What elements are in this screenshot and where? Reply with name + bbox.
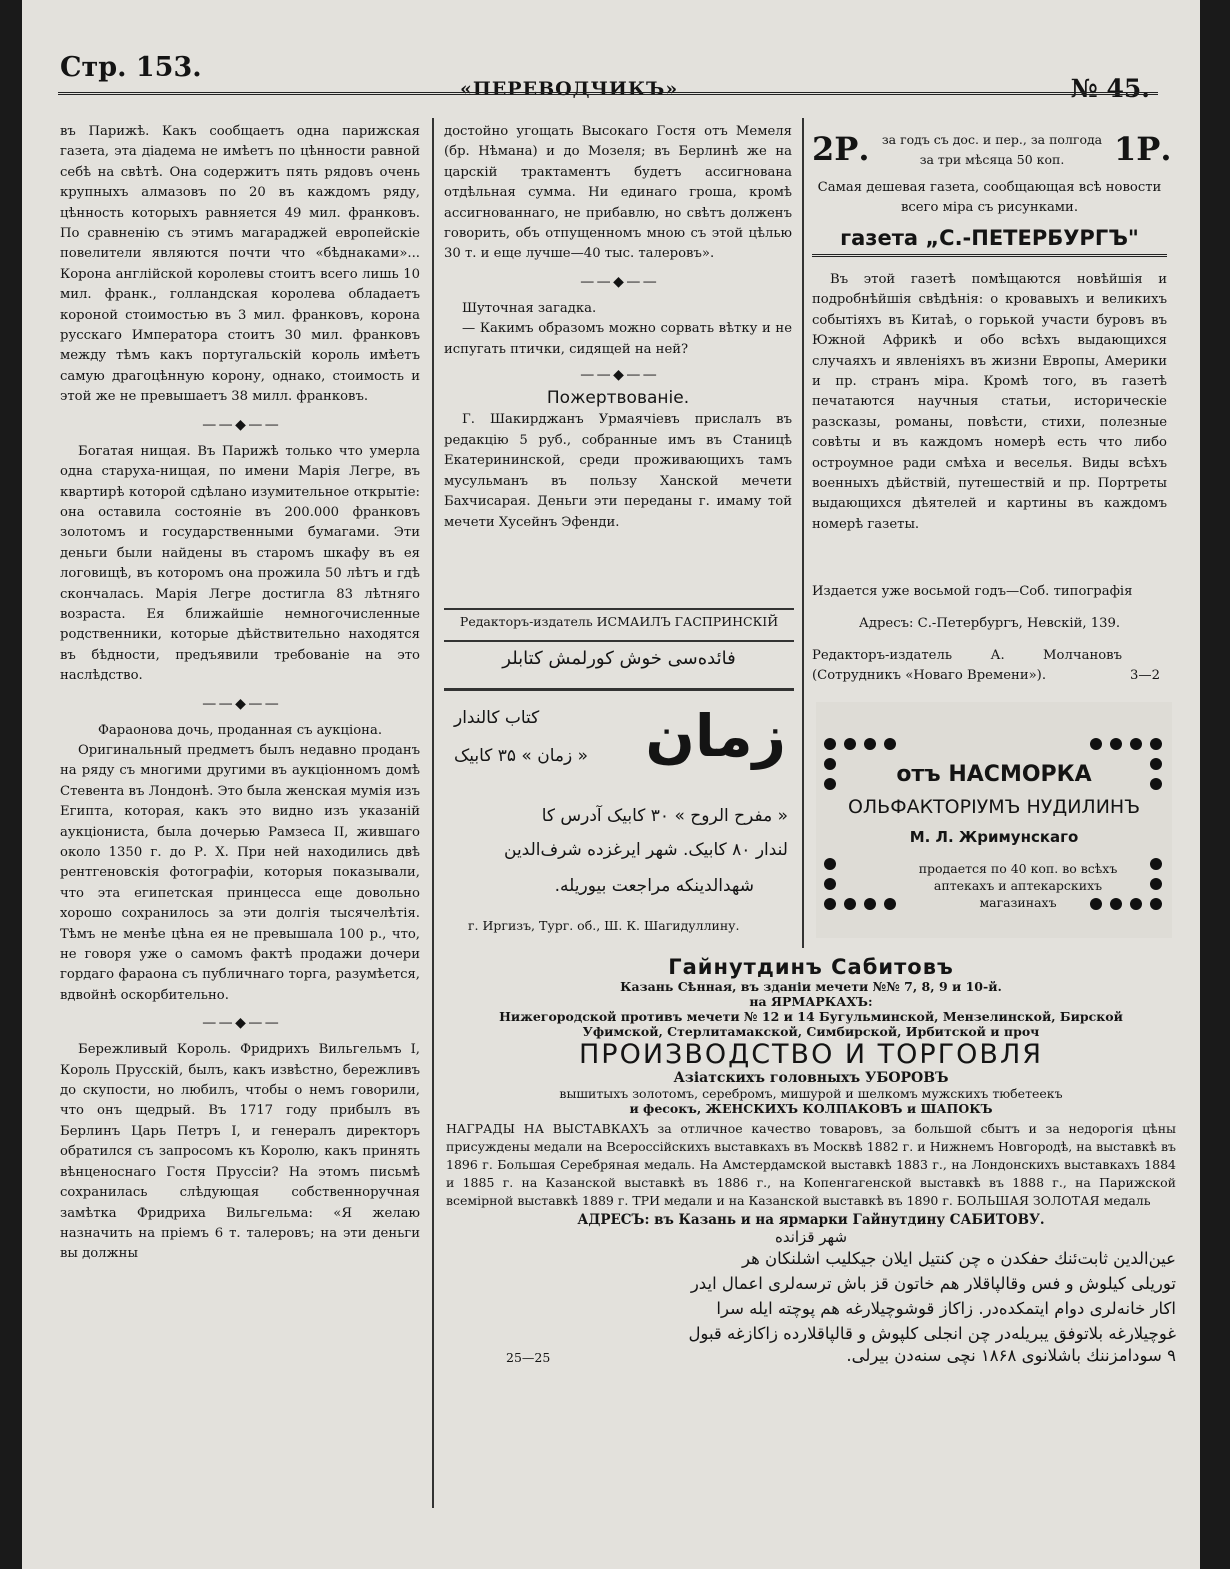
zaman-line-1: کتاب کالندار [454, 708, 540, 728]
ad-address: АДРЕСЪ: въ Казань и на ярмарки Гайнутдину САБИТОВУ. [577, 1212, 1045, 1228]
arabic-title: شهر قزانده [774, 1228, 848, 1246]
cheapest-text: Самая дешевая газета, сообщающая всѣ новости всего міра съ рисунками. [817, 180, 1162, 216]
newspaper-page [22, 0, 1200, 1569]
donation-text: Г. Шакирджанъ Урмаячіевъ прислалъ въ редакцію 5 руб., собранные имъ въ Станицѣ Екатерининской, среди проживающихъ тамъ мусульманъ въ пользу Ханской мечети Бахчисарая. Деньги эти переданы г. имаму той мечети Хусейнъ Эфенди. [444, 412, 792, 530]
zaman-ad [444, 694, 794, 944]
editor-rule-bottom [444, 640, 794, 642]
arabic-last-row [446, 1346, 1176, 1372]
zaman-line-3: « مفرح الروح » ۳۰ کابیک آدرس کا [541, 806, 788, 826]
books-line: فائدەسی خوش کورلمش کتابلر [502, 648, 736, 669]
gazette-editor: Редакторъ-издатель А. Молчановъ (Сотрудникъ «Новаго Времени»). [812, 648, 1122, 684]
fairs-title: на ЯРМАРКАХЪ: [749, 994, 873, 1009]
gazette-code: 3—2 [1130, 668, 1160, 683]
zaman-line-5: شهدالدینکه مراجعت بیوریله. [554, 876, 754, 896]
asian-hats: Азіатскихъ головныхъ УБОРОВЪ [673, 1070, 949, 1086]
gazette-year: Издается уже восьмой годъ—Соб. типографія [812, 584, 1133, 599]
gazette-body: Въ этой газетѣ помѣщаются новѣйшія и подробнѣйшія свѣдѣнія: о кровавыхъ и великихъ событіяхъ въ Китаѣ, о горькой участи буровъ въ Южной Африкѣ и обо всѣхъ выдающихся случаяхъ и явленіяхъ въ жизни Европы, Америки и пр. странъ міра. Кромѣ того, въ газетѣ печатаются научныя статьи, историческіе разсказы, романы, повѣсти, стихи, полезные совѣты и въ каждомъ номерѣ есть что либо остроумное ради смѣха и веселья. Виды всѣхъ военныхъ дѣйствій, путешествій и пр. Портреты выдающихся дѣятелей и картины въ каждомъ номерѣ газеты. [812, 272, 1167, 532]
sabitov-ad [446, 955, 1176, 1515]
thrifty-king-continued: достойно угощать Высокаго Гостя отъ Мемеля (бр. Нѣмана) и до Мозеля; въ Берлинѣ же на царскій трактаментъ будетъ ассигнована отдѣльная сумма. Ни единаго гроша, кромѣ ассигнованнаго, не прибавлю, но свѣтъ долженъ говорить, объ отпущенномъ мною съ этой цѣлью 30 т. и еще лучше—40 тыс. талеровъ». [444, 124, 792, 262]
page-number: Стр. 153. [60, 52, 202, 83]
embroidered-line-1: вышитыхъ золотомъ, серебромъ, мишурой и шелкомъ мужскихъ тюбетеекъ [559, 1086, 1063, 1101]
production-title: ПРОИЗВОДСТВО И ТОРГОВЛЯ [578, 1039, 1044, 1070]
fairs-line-2: Уфимской, Стерлитамакской, Симбирской, Ирбитской и проч [582, 1024, 1040, 1039]
column-2 [444, 122, 792, 537]
paper-title: «ПЕРЕВОДЧИКЪ» [460, 78, 679, 100]
nasmork-from: отъ НАСМОРКА [896, 762, 1092, 787]
price-text-2: за три мѣсяца 50 коп. [919, 152, 1065, 167]
nasmork-ad [816, 702, 1172, 938]
zaman-line-2: « زمان » ۳۵ کابیک [454, 746, 589, 766]
awards-text: НАГРАДЫ НА ВЫСТАВКАХЪ за отличное качество товаровъ, за большой сбытъ и за недорогія цѣны присуждены медали на Всероссійскихъ выставкахъ въ Москвѣ 1882 г. и Нижнемъ Новгородѣ, на выставкѣ въ 1896 г. Большая Серебряная медаль. На Амстердамской выставкѣ 1883 г., на Лондонскихъ выставкахъ 1884 и 1885 г. на Казанской выставкѣ въ 1886 г., на Копенгагенской выставкѣ въ 1888 г., на Парижской всемірной выставкѣ 1889 г. ТРИ медали и на Казанской выставкѣ въ 1890 г. БОЛЬШАЯ ЗОЛОТАЯ медаль [446, 1121, 1176, 1208]
gazette-name: газета „С.-ПЕТЕРБУРГЪ" [812, 226, 1167, 257]
column-1 [60, 122, 420, 1269]
arabic-line-2: توریلی کیلوش و فس وقالپاقلار هم خاتون قز باش ترسەلری اعمال ایدر [690, 1274, 1176, 1293]
merchant-location: Казань Сѣнная, въ зданіи мечети №№ 7, 8, 9 и 10-й. [620, 979, 1002, 994]
column-divider-right [802, 118, 804, 948]
header-rule [58, 92, 1158, 95]
zaman-address: г. Иргизъ, Тург. об., Ш. К. Шагидуллину. [468, 918, 740, 933]
ornament: — — ◆ — — [580, 367, 656, 384]
riddle-title: Шуточная загадка. [462, 300, 597, 316]
merchant-name: Гайнутдинъ Сабитовъ [668, 955, 954, 979]
ornament: — — ◆ — — [580, 273, 656, 290]
diadem-article: въ Парижѣ. Какъ сообщаетъ одна парижская газета, эта діадема не имѣетъ по цѣнности равной себѣ на свѣтѣ. Она содержитъ пять рядовъ очень крупныхъ алмазовъ по 20 въ каждомъ ряду, цѣнность которыхъ равняется 49 мил. франковъ. По сравненію съ этимъ магараджей европейскіе повелители являются почти что «бѣднаками»... Корона англійской королевы стоитъ всего лишь 10 мил. франк., голландская королева обладаетъ короной стоимостью въ 3 мил. франковъ, корона русскаго Императора стоитъ 30 мил. франковъ между тѣмъ какъ португальскій король имѣетъ самую драгоцѣнную корону, однако, стоимость и этой же не превышаетъ 38 милл. франковъ. [60, 124, 420, 405]
price-text-1: за годъ съ дос. и пер., за полгода [881, 132, 1103, 147]
price-right: 1Р. [1114, 130, 1172, 168]
fairs-line-1: Нижегородской противъ мечети № 12 и 14 Бугульминской, Мензелинской, Бирской [499, 1009, 1123, 1024]
pharaoh-title: Фараонова дочь, проданная съ аукціона. [97, 722, 383, 738]
issue-number: № 45. [1070, 74, 1150, 103]
arabic-line-3: اکار خانه‌لری دوام ایتمکده‌در. زاکاز قوشوچیلارغه هم پوچته ایله سرا [716, 1299, 1176, 1318]
nasmork-maker: М. Л. Жримунскаго [909, 828, 1079, 846]
arabic-line-1: عین‌الدین ثابت‌ئنك حفكدن ه چن کنتیل ایلان جیکلیب اشلنكان هر [741, 1249, 1176, 1268]
thrifty-king-article: Бережливый Король. Фридрихъ Вильгельмъ I, Король Прусскій, былъ, какъ извѣстно, бережливъ до скупости, но любилъ, чтобы о немъ говорили, что онъ щедрый. Въ 1717 году прибылъ въ Берлинъ Царь Петръ I, и генералъ директоръ обратился съ запросомъ къ Королю, какъ принять вѣнценоснаго Гостя Пруссіи? На этомъ письмѣ сохранилась слѣдующая собственноручная замѣтка Фридриха Вильгельма: «Я желаю назначить на пріемъ 6 т. талеровъ; на эти деньги вы должны [60, 1042, 420, 1262]
zaman-title: زمان [645, 702, 786, 770]
price-left: 2Р. [812, 130, 870, 168]
ornament: — — ◆ — — [202, 1015, 278, 1032]
column-divider-left [432, 118, 434, 1508]
editor-line: Редакторъ-издатель ИСМАИЛЪ ГАСПРИНСКІЙ [459, 614, 779, 629]
donation-title: Пожертвованіе. [546, 388, 690, 409]
pharaoh-article: Оригинальный предметъ былъ недавно проданъ на ряду съ многими другими въ аукціонномъ домѣ Стевента въ Лондонѣ. Это была женская мумія изъ Египта, которая, какъ это видно изъ указаній аукціониста, была дочерью Рамзеса II, жившаго около 1350 г. до Р. Х. При ней находились двѣ рентгеновскія фотографіи, которыя показывали, что эта египетская принцесса еще довольно хорошо сохранилось за эти долгія тысячелѣтія. Тѣмъ не менѣе цѣна ея не превышала 100 р., что, не говоря уже о самомъ фактѣ продажи дочери гордаго фараона съ публичнаго торга, разумѣется, вдвойнѣ оскорбительно. [60, 742, 420, 1003]
embroidered-line-2: и фесокъ, ЖЕНСКИХЪ КОЛПАКОВЪ и ШАПОКЪ [629, 1101, 993, 1116]
ornament: — — ◆ — — [202, 695, 278, 712]
zaman-rule [444, 688, 794, 691]
arabic-line-4: غوچیلارغه بلاتوفق یبریله‌در چن انجلی کلپوش و قالپاقلارده زاکازغه قبول [688, 1324, 1176, 1343]
ornament: — — ◆ — — [202, 416, 278, 433]
nasmork-product: ОЛЬФАКТОРІУМЪ НУДИЛИНЪ [847, 796, 1141, 818]
arabic-line-5: ۹ سودامزننك باشلانوی ۱۸۶۸ نچی سنه‌دن بیرلی. [846, 1346, 1176, 1365]
zaman-line-4: لندار ۸۰ کابیک. شهر ایرغزده شرف‌الدین [504, 840, 788, 860]
gazette-address: Адресъ: С.-Петербургъ, Невскій, 139. [858, 616, 1121, 631]
nasmork-sale: продается по 40 коп. во всѣхъ аптекахъ и аптекарскихъ магазинахъ [918, 861, 1118, 910]
ad-code: 25—25 [506, 1350, 551, 1365]
rich-beggar-article: Богатая нищая. Въ Парижѣ только что умерла одна старуха-нищая, по имени Марія Легре, въ квартирѣ которой сдѣлано изумительное открытіе: она оставила состояніе въ 200.000 франковъ золотомъ и государственными бумагами. Эти деньги были найдены въ старомъ шкафу въ ея логовищѣ, въ которомъ она прожила 50 лѣтъ и гдѣ скончалась. Марія Легре достигла 83 лѣтняго возраста. Ея ближайшіе немногочисленные родственники, которые дѣйствительно находятся въ бѣдности, предъявили требованіе на это наслѣдство. [60, 443, 420, 684]
riddle-text: — Какимъ образомъ можно сорвать вѣтку и не испугать птички, сидящей на ней? [444, 321, 792, 357]
editor-rule-top [444, 608, 794, 610]
